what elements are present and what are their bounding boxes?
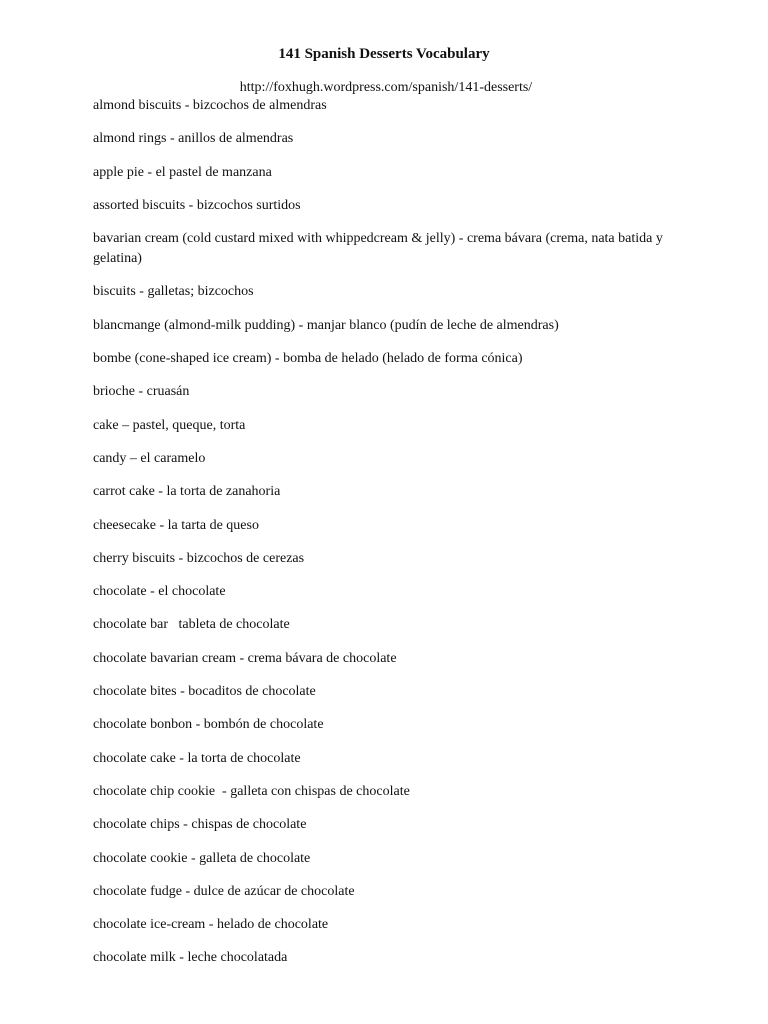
vocabulary-entry: assorted biscuits - bizcochos surtidos [93, 197, 301, 213]
vocabulary-entry: chocolate - el chocolate [93, 584, 226, 600]
vocabulary-entry: chocolate chips - chispas de chocolate [93, 817, 307, 833]
vocabulary-entry: cake – pastel, queque, torta [93, 417, 246, 433]
vocabulary-entry: chocolate chip cookie - galleta con chispas de chocolate [93, 783, 410, 799]
source-url[interactable]: http://foxhugh.wordpress.com/spanish/141-desserts/ [239, 80, 533, 95]
vocabulary-entry: chocolate ice-cream - helado de chocolate [93, 917, 329, 933]
vocabulary-entry: blancmange (almond-milk pudding) - manjar blanco (pudín de leche de almendras) [93, 317, 559, 333]
vocabulary-entry: almond biscuits - bizcochos de almendras [93, 98, 327, 113]
vocabulary-entry: cheesecake - la tarta de queso [93, 517, 259, 533]
vocabulary-entry: apple pie - el pastel de manzana [93, 164, 272, 180]
vocabulary-entry: biscuits - galletas; bizcochos [93, 284, 254, 300]
vocabulary-list [93, 96, 683, 982]
vocabulary-entry: brioche - cruasán [93, 384, 190, 400]
vocabulary-entry: bavarian cream (cold custard mixed with whippedcream & jelly) - crema bávara (crema, nata batida y gelatina) [93, 231, 667, 267]
vocabulary-entry: chocolate cake - la torta de chocolate [93, 750, 301, 766]
vocabulary-entry: chocolate fudge - dulce de azúcar de chocolate [93, 883, 355, 899]
vocabulary-entry: carrot cake - la torta de zanahoria [93, 484, 281, 500]
vocabulary-entry: almond rings - anillos de almendras [93, 131, 294, 147]
vocabulary-entry: chocolate bar tableta de chocolate [93, 617, 290, 633]
vocabulary-entry: chocolate bonbon - bombón de chocolate [93, 717, 324, 733]
vocabulary-entry: bombe (cone-shaped ice cream) - bomba de helado (helado de forma cónica) [93, 351, 523, 367]
vocabulary-entry: chocolate bites - bocaditos de chocolate [93, 684, 316, 700]
vocabulary-entry: chocolate bavarian cream - crema bávara de chocolate [93, 650, 397, 666]
vocabulary-entry: cherry biscuits - bizcochos de cerezas [93, 550, 305, 566]
page-title: 141 Spanish Desserts Vocabulary [278, 46, 490, 62]
vocabulary-entry: chocolate milk - leche chocolatada [93, 950, 288, 966]
vocabulary-entry: chocolate cookie - galleta de chocolate [93, 850, 311, 866]
vocabulary-entry: candy – el caramelo [93, 450, 206, 466]
